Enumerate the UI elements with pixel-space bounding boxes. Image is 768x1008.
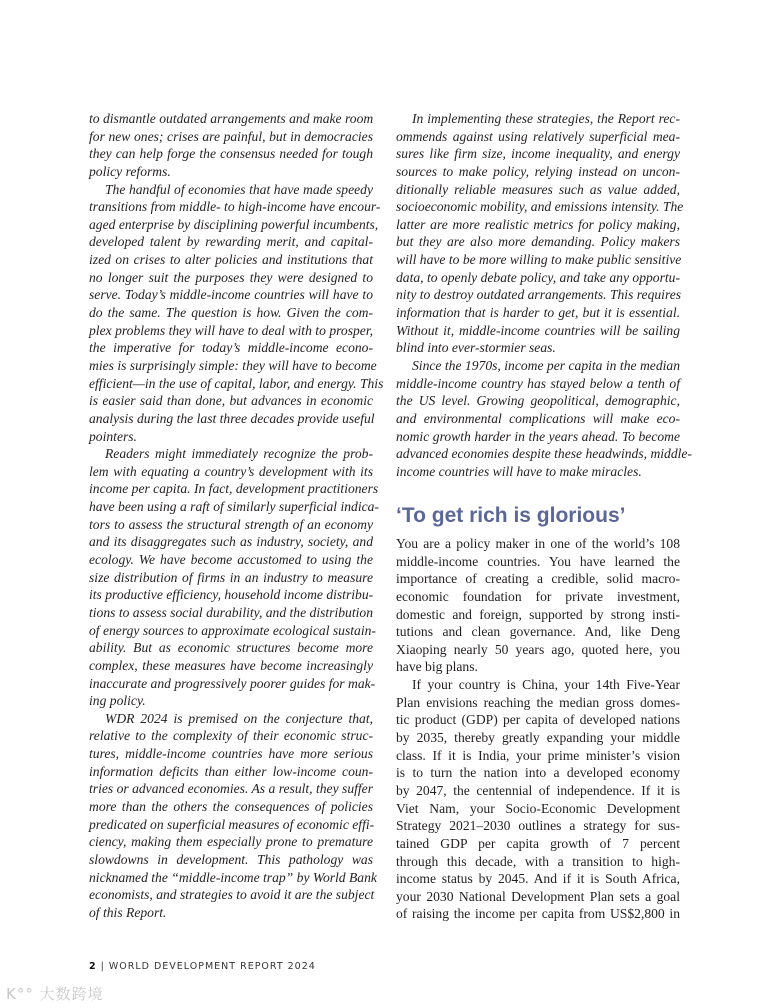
text-line: ditionally reliable measures such as value added, (396, 181, 680, 197)
text-line: information that is harder to get, but it is essential. (396, 305, 680, 321)
text-line: the US level. Growing geopolitical, demographic, (396, 393, 680, 409)
text-line: nicknamed the “middle-income trap” by World Bank (89, 869, 377, 885)
text-line: pointers. (89, 428, 137, 444)
text-line: income countries will have to make miracles. (396, 463, 642, 479)
text-line: income per capita. In fact, development practitioners (89, 481, 379, 497)
text-line: class. If it is India, your prime minister’s vision (396, 747, 680, 763)
text-line: inaccurate and progressively poorer guides for mak- (89, 675, 376, 691)
right-column-bottom (396, 535, 680, 923)
text-line: but they are also more demanding. Policy makers (396, 234, 680, 250)
text-line: importance of creating a credible, solid macro- (396, 571, 680, 587)
text-line: developed talent by rewarding merit, and capital- (89, 234, 373, 250)
text-line: Strategy 2021–2030 outlines a strategy for sus- (396, 818, 680, 834)
paragraph (89, 110, 373, 181)
text-line: Readers might immediately recognize the prob- (105, 446, 373, 462)
text-line: policy reforms. (89, 163, 171, 179)
text-line: If your country is China, your 14th Five-Year (412, 677, 680, 693)
text-line: ized on crises to alter policies and institutions that (89, 252, 373, 268)
text-line: socioeconomic mobility, and emissions intensity. The (396, 199, 684, 215)
text-line: ing policy. (89, 693, 146, 709)
text-line: of energy sources to approximate ecological sustain- (89, 622, 376, 638)
paragraph (396, 676, 680, 923)
text-line: nity to destroy outdated arrangements. This requires (396, 287, 682, 303)
text-line: tions to assess social durability, and the distribution (89, 604, 373, 620)
text-line: and its disaggregates such as industry, society, and (89, 534, 373, 550)
text-line: tutions and clean governance. And, like Deng (396, 624, 680, 640)
text-line: have big plans. (396, 659, 478, 675)
paragraph (396, 535, 680, 676)
text-line: Plan envisions reaching the median gross domes- (396, 694, 680, 710)
text-line: they can help forge the consensus needed for tough (89, 146, 373, 162)
text-line: information deficits than either low-income coun- (89, 763, 373, 779)
text-line: analysis during the last three decades provide useful (89, 410, 375, 426)
text-line: Viet Nam, your Socio-Economic Development (396, 800, 680, 816)
section-heading: ‘To get rich is glorious’ (396, 504, 626, 527)
text-line: mies is surprisingly simple: they will have to become (89, 357, 377, 373)
text-line: of this Report. (89, 904, 167, 920)
text-line: advanced economies despite these headwinds, middle- (396, 446, 692, 462)
watermark-logo: K°° 大数跨境 (6, 985, 104, 1003)
text-line: In implementing these strategies, the Report rec- (412, 111, 680, 126)
text-line: aged enterprise by disciplining powerful incumbents, (89, 216, 379, 232)
text-line: economic foundation for private investment, (396, 588, 680, 604)
text-line: slowdowns in development. This pathology was (89, 851, 373, 867)
text-line: plex problems they will have to deal with to prosper, (89, 322, 373, 338)
text-line: will have to be more willing to make public sensitive (396, 252, 682, 268)
text-line: predicated on superficial measures of economic effi- (89, 816, 375, 832)
text-line: nomic growth harder in the years ahead. To become (396, 428, 680, 444)
text-line: to dismantle outdated arrangements and make room (89, 111, 374, 126)
text-line: transitions from middle- to high-income have encour- (89, 199, 381, 215)
text-line: domestic and foreign, supported by strong insti- (396, 606, 680, 622)
text-line: size distribution of firms in an industry to measure (89, 569, 373, 585)
text-line: is easier said than done, but advances in economic (89, 393, 373, 409)
text-line: for new ones; crises are painful, but in democracies (89, 128, 373, 144)
text-line: complex, these measures have become increasingly (89, 657, 373, 673)
text-line: relative to the complexity of their economic struc- (89, 728, 373, 744)
text-line: no longer suit the purposes they were designed to (89, 269, 373, 285)
paragraph (89, 445, 379, 710)
text-line: You are a policy maker in one of the world’s 108 (396, 536, 680, 551)
text-line: data, to openly debate policy, and take any opportu- (396, 269, 680, 285)
text-line: the imperative for today’s middle-income econo- (89, 340, 373, 356)
text-line: The handful of economies that have made speedy (105, 181, 373, 197)
text-line: have been using a raft of similarly superficial indica- (89, 499, 379, 515)
text-line: and environmental complications will make eco- (396, 410, 680, 426)
text-line: ciency, making them especially prone to premature (89, 834, 373, 850)
text-line: do the same. The question is how. Given the com- (89, 305, 373, 321)
text-line: efficient—in the use of capital, labor, and energy. This (89, 375, 384, 391)
text-line: is to turn the nation into a developed economy (396, 765, 680, 781)
text-line: middle-income countries. You have learned the (396, 553, 680, 569)
text-line: serve. Today’s middle-income countries will have to (89, 287, 373, 303)
text-line: sures like firm size, income inequality, and energy (396, 146, 680, 162)
text-line: Without it, middle-income countries will be sailing (396, 322, 680, 338)
text-line: WDR 2024 is premised on the conjecture that, (105, 710, 373, 726)
paragraph (89, 181, 384, 446)
text-line: its productive efficiency, household income distribu- (89, 587, 374, 603)
text-line: tained GDP per capita growth of 7 percent (396, 835, 680, 851)
text-line: ommends against using relatively superficial mea- (396, 128, 680, 144)
paragraph (396, 110, 684, 357)
footer-separator: | (100, 961, 105, 972)
page-footer (89, 961, 316, 972)
text-line: economists, and strategies to avoid it are the subject (89, 887, 375, 903)
text-line: of raising the income per capita from US$2,800 in (396, 906, 680, 922)
right-column-top (396, 110, 692, 480)
text-line: tors to assess the structural strength of an economy (89, 516, 373, 532)
text-line: lem with equating a country’s development with its (89, 463, 373, 479)
text-line: your 2030 National Development Plan sets a goal (396, 888, 680, 904)
text-line: ability. But as economic structures become more (89, 640, 373, 656)
paragraph (396, 357, 692, 480)
text-line: through this decade, with a transition to high- (396, 853, 680, 869)
running-title: WORLD DEVELOPMENT REPORT 2024 (108, 961, 316, 972)
text-line: tic product (GDP) per capita of developed nations (396, 712, 680, 728)
text-line: more than the others the consequences of policies (89, 798, 373, 814)
text-line: latter are more realistic metrics for policy making, (396, 216, 680, 232)
text-line: middle-income country has stayed below a tenth of (396, 375, 680, 391)
text-line: Since the 1970s, income per capita in the median (412, 357, 680, 373)
text-line: by 2035, thereby greatly expanding your middle (396, 730, 680, 746)
text-line: tries or advanced economies. As a result, they suffer (89, 781, 373, 797)
text-line: ecology. We have become accustomed to using the (89, 552, 373, 568)
text-line: by 2047, the centennial of independence. If it is (396, 782, 680, 798)
text-line: tures, middle-income countries have more serious (89, 746, 373, 762)
watermark-text: 大数跨境 (39, 985, 104, 1003)
text-line: income status by 2045. And if it is South Africa, (396, 871, 680, 887)
paragraph (89, 710, 377, 922)
text-line: sources to make policy, relying instead on uncon- (396, 163, 680, 179)
left-column (89, 110, 384, 921)
text-line: Xiaoping nearly 50 years ago, quoted here, you (396, 641, 680, 657)
page-number: 2 (89, 961, 97, 972)
text-line: blind into ever-stormier seas. (396, 340, 556, 356)
